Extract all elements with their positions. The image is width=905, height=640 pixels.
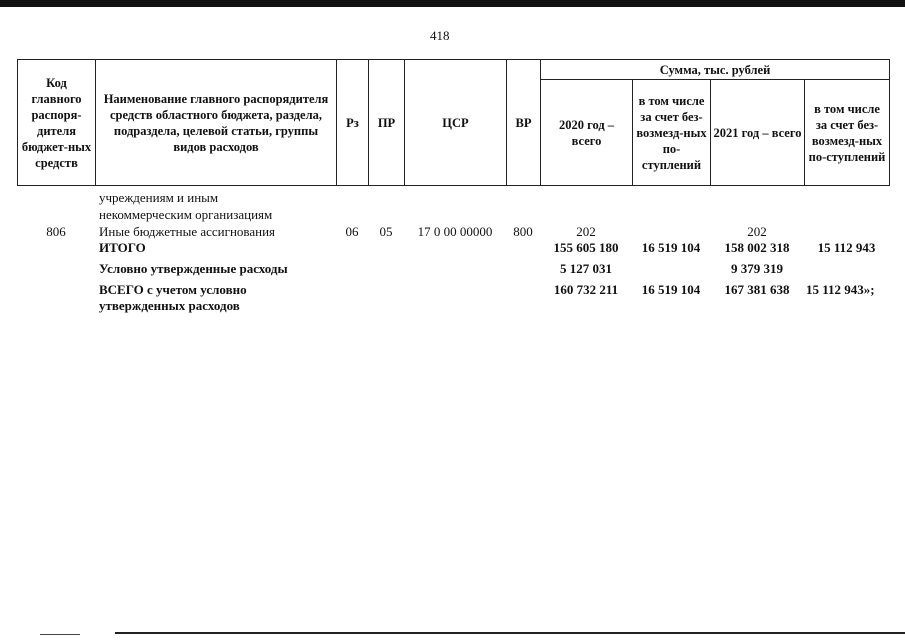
header-pr: ПР <box>369 60 405 186</box>
header-sum: Сумма, тыс. рублей <box>541 60 890 80</box>
conditional-2020: 5 127 031 <box>560 261 612 276</box>
grand-total-2021-free: 15 112 943»; <box>806 282 875 297</box>
total-label: ИТОГО <box>99 240 146 255</box>
row-806-csr: 17 0 00 00000 <box>417 224 493 239</box>
header-2020-free: в том числе за счет без-возмезд-ных по-ступлений <box>633 80 711 186</box>
header-csr: ЦСР <box>405 60 507 186</box>
row-806-pr: 05 <box>379 224 393 239</box>
continuation-line-2: некоммерческим организациям <box>99 207 273 222</box>
row-806-code: 806 <box>46 224 66 239</box>
row-806-2021-total: 202 <box>747 224 767 239</box>
total-2020: 155 605 180 <box>553 240 619 255</box>
total-2020-free: 16 519 104 <box>641 240 701 255</box>
grand-total-label-2: утвержденных расходов <box>99 298 240 313</box>
grand-total-2020-free: 16 519 104 <box>641 282 701 297</box>
header-code: Код главного распоря-дителя бюджет-ных средств <box>18 60 96 186</box>
header-name: Наименование главного распорядителя средств областного бюджета, раздела, подраздела, целевой статьи, группы видов расходов <box>96 60 337 186</box>
conditional-2021: 9 379 319 <box>731 261 783 276</box>
row-806-2020-total: 202 <box>576 224 596 239</box>
grand-total-2020: 160 732 211 <box>553 282 619 297</box>
header-2021-total: 2021 год – всего <box>711 80 805 186</box>
grand-total-label-1: ВСЕГО с учетом условно <box>99 282 247 297</box>
total-2021-free: 15 112 943 <box>817 240 876 255</box>
header-2021-free: в том числе за счет без-возмезд-ных по-ступлений <box>805 80 890 186</box>
header-2020-total: 2020 год – всего <box>541 80 633 186</box>
row-806-name: Иные бюджетные ассигнования <box>99 224 276 239</box>
bottom-rule <box>115 632 905 634</box>
continuation-line-1: учреждениям и иным <box>99 190 219 205</box>
top-border-bar <box>0 0 905 7</box>
header-vr: ВР <box>507 60 541 186</box>
header-rz: Рз <box>337 60 369 186</box>
table-header <box>17 59 890 186</box>
row-806-vr: 800 <box>513 224 533 239</box>
grand-total-2021: 167 381 638 <box>724 282 790 297</box>
total-2021: 158 002 318 <box>724 240 790 255</box>
page-number: 418 <box>430 28 450 43</box>
row-806-rz: 06 <box>345 224 359 239</box>
conditional-label: Условно утвержденные расходы <box>99 261 288 276</box>
bottom-rule-short <box>40 634 80 635</box>
